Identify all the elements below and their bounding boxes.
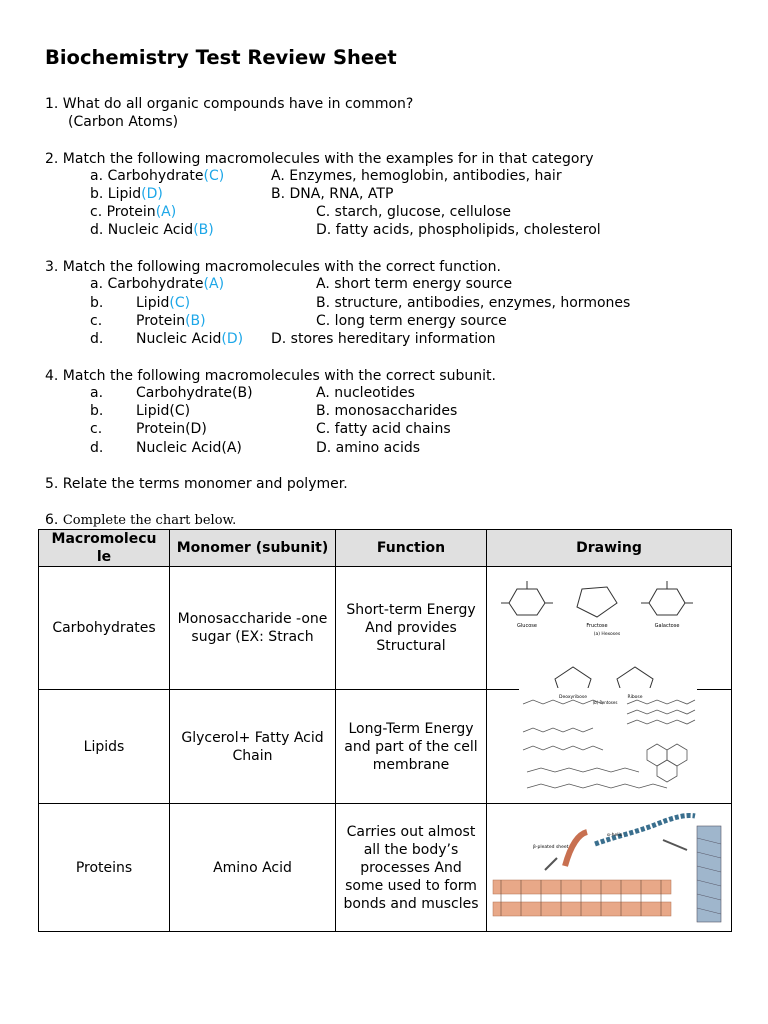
- q2-item: a. Carbohydrate(C): [90, 168, 225, 184]
- q4-item: Carbohydrate(B): [136, 385, 253, 401]
- q3-letter: c.: [90, 313, 103, 329]
- cell-monomer: Glycerol+ Fatty Acid Chain: [170, 690, 336, 804]
- q3-letter: b.: [90, 295, 104, 311]
- q2-option: C. starch, glucose, cellulose: [316, 204, 512, 220]
- header-monomer: Monomer (subunit): [170, 530, 336, 567]
- header-macromolecule: Macromolecu le: [39, 530, 170, 567]
- q2-option: B. DNA, RNA, ATP: [271, 186, 394, 202]
- question-1: 1. What do all organic compounds have in common?: [45, 96, 414, 112]
- q2-item: c. Protein(A): [90, 204, 177, 220]
- q3-option: B. structure, antibodies, enzymes, hormones: [316, 295, 631, 311]
- table-header-row: [39, 530, 732, 567]
- question-5: 5. Relate the terms monomer and polymer.: [45, 476, 348, 492]
- q3-item: Lipid(C): [136, 295, 191, 311]
- question-6: 6. Complete the chart below.: [45, 512, 237, 528]
- beta-sheet-strand: [493, 902, 671, 916]
- q4-letter: c.: [90, 421, 103, 437]
- q3-option: D. stores hereditary information: [271, 331, 496, 347]
- galactose-ring: [649, 589, 685, 615]
- q4-letter: d.: [90, 440, 104, 456]
- cell-macromolecule: Lipids: [39, 690, 170, 804]
- q4-letter: b.: [90, 403, 104, 419]
- q4-option: D. amino acids: [316, 440, 421, 456]
- q4-option: B. monosaccharides: [316, 403, 458, 419]
- cell-macromolecule: Carbohydrates: [39, 567, 170, 690]
- cell-monomer: Amino Acid: [170, 804, 336, 932]
- q3-option: C. long term energy source: [316, 313, 507, 329]
- q4-letter: a.: [90, 385, 104, 401]
- deoxyribose-ring: [555, 667, 591, 689]
- cell-function: Carries out almost all the body’s processes And some used to form bonds and muscles: [336, 804, 487, 932]
- q2-item: d. Nucleic Acid(B): [90, 222, 214, 238]
- cell-monomer: Monosaccharide -one sugar (EX: Strach: [170, 567, 336, 690]
- review-table: [38, 529, 732, 932]
- q4-item: Nucleic Acid(A): [136, 440, 242, 456]
- cell-macromolecule: Proteins: [39, 804, 170, 932]
- q2-option: A. Enzymes, hemoglobin, antibodies, hair: [271, 168, 562, 184]
- cell-function: Short-term Energy And provides Structural: [336, 567, 487, 690]
- lipid-image-bg: [519, 688, 697, 802]
- galactose-label: Galactose: [654, 623, 680, 629]
- q4-item: Protein(D): [136, 421, 207, 437]
- q4-option: C. fatty acid chains: [316, 421, 451, 437]
- q4-item: Lipid(C): [136, 403, 191, 419]
- q3-item: Nucleic Acid(D): [136, 331, 244, 347]
- arrow: [663, 840, 687, 850]
- ribose-label: Ribose: [627, 695, 643, 700]
- alpha-helix-label: α-helix: [607, 833, 623, 838]
- cell-drawing: [487, 567, 732, 690]
- q3-item: Protein(B): [136, 313, 206, 329]
- q3-option: A. short term energy source: [316, 276, 513, 292]
- carbohydrate-drawing: [487, 567, 732, 689]
- q3-letter: d.: [90, 331, 104, 347]
- cell-function: Long-Term Energy and part of the cell membrane: [336, 690, 487, 804]
- deoxyribose-label: Deoxyribose: [559, 695, 587, 700]
- question-3: 3. Match the following macromolecules with the correct function.: [45, 259, 501, 275]
- table-row: [39, 690, 732, 804]
- arrow: [545, 858, 557, 870]
- header-function: Function: [336, 530, 487, 567]
- q4-option: A. nucleotides: [316, 385, 415, 401]
- pentoses-caption: (b) Pentoses: [592, 700, 618, 705]
- fructose-ring: [577, 587, 617, 617]
- protein-drawing: [487, 804, 732, 931]
- q3-item: a. Carbohydrate(A): [90, 276, 225, 292]
- glucose-label: Glucose: [517, 623, 537, 629]
- fructose-label: Fructose: [586, 623, 608, 629]
- cell-drawing: [487, 804, 732, 932]
- page-title: Biochemistry Test Review Sheet: [45, 46, 397, 69]
- question-4: 4. Match the following macromolecules with the correct subunit.: [45, 368, 496, 384]
- helix-column: [697, 826, 721, 922]
- question-1-answer: (Carbon Atoms): [68, 114, 179, 130]
- table-row: [39, 567, 732, 690]
- cell-drawing: [487, 690, 732, 804]
- q2-option: D. fatty acids, phospholipids, cholesterol: [316, 222, 601, 238]
- question-2: 2. Match the following macromolecules with the examples for in that category: [45, 151, 594, 167]
- alpha-helix-ribbon: [595, 815, 695, 844]
- header-drawing: Drawing: [487, 530, 732, 567]
- q2-item: b. Lipid(D): [90, 186, 163, 202]
- ribose-ring: [617, 667, 653, 689]
- lipid-drawing: [487, 690, 732, 803]
- hexoses-caption: (a) Hexoses: [593, 632, 621, 637]
- beta-sheet-label: β-pleated sheet: [533, 845, 569, 850]
- glucose-ring: [509, 589, 545, 615]
- table-row: [39, 804, 732, 932]
- beta-sheet-strand: [493, 880, 671, 894]
